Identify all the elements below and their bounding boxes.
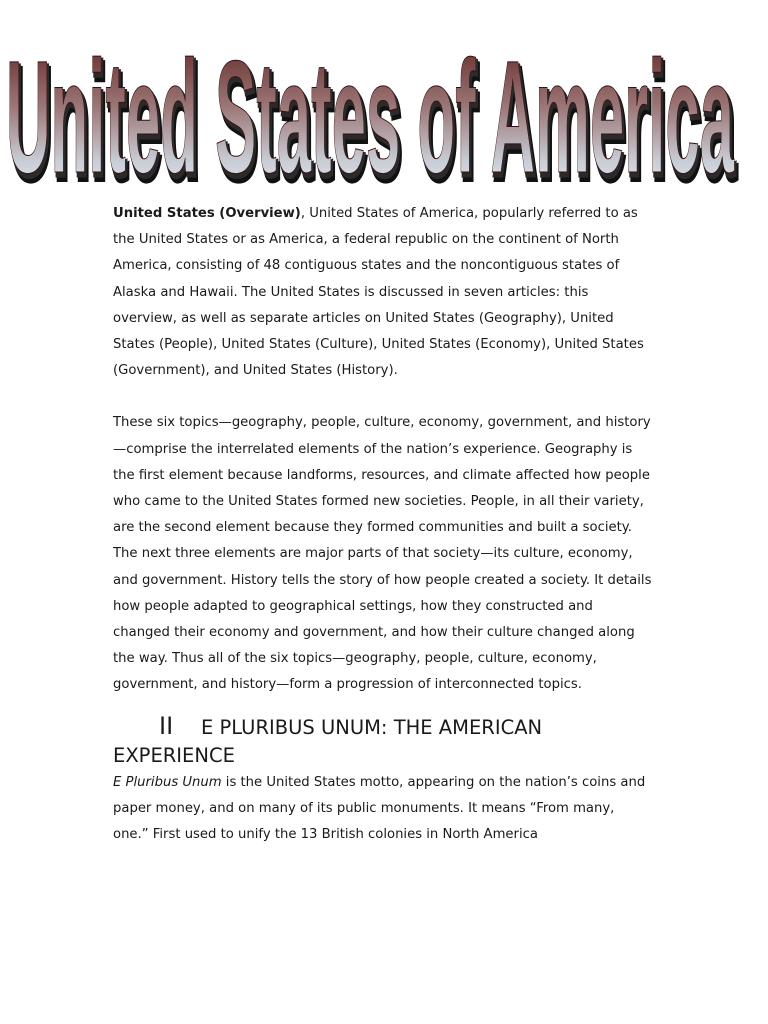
motto-term: E Pluribus Unum: [113, 774, 222, 790]
motto-text: is the United States motto, appearing on the nation’s coins and paper money, and on many of its public monuments. It means “From many, one.” First used to unify the 13 British colonies in North America: [113, 774, 646, 843]
document-body: [113, 201, 653, 848]
wordart-extrusion: United States of America: [9, 34, 738, 192]
section-heading: [113, 712, 653, 770]
wordart-extrusion-mid: United States of America: [7, 30, 736, 192]
intro-lead-term: United States (Overview): [113, 206, 301, 221]
motto-paragraph: [113, 770, 653, 849]
intro-text: , United States of America, popularly referred to as the United States or as America, a federal republic on the continent of North America, consisting of 48 contiguous states and the noncontiguous states of Alaska and Hawaii. The United States is discussed in seven articles: this overview, as well as separate articles on United States (Geography), United States (People), United States (Culture), United States (Economy), United States (Government), and United States (History).: [113, 206, 644, 379]
wordart-face: United States of America: [6, 27, 735, 192]
wordart-title: [0, 0, 768, 192]
intro-paragraph: [113, 201, 653, 384]
section-number: II: [159, 711, 174, 740]
section-title: E PLURIBUS UNUM: THE AMERICAN EXPERIENCE: [113, 715, 543, 767]
wordart-graphic: [0, 0, 768, 192]
topics-paragraph: These six topics—geography, people, culture, economy, government, and history—comprise the interrelated elements of the nation’s experience. Geography is the first element because landforms, resources, and climate affected how people who came to the United States formed new societies. People, in all their variety, are the second element because they formed communities and built a society. The next three elements are major parts of that society—its culture, economy, and government. History tells the story of how people created a society. It details how people adapted to geographical settings, how they constructed and changed their economy and government, and how their culture changed along the way. Thus all of the six topics—geography, people, culture, economy, government, and history—form a progression of interconnected topics.: [113, 415, 652, 693]
